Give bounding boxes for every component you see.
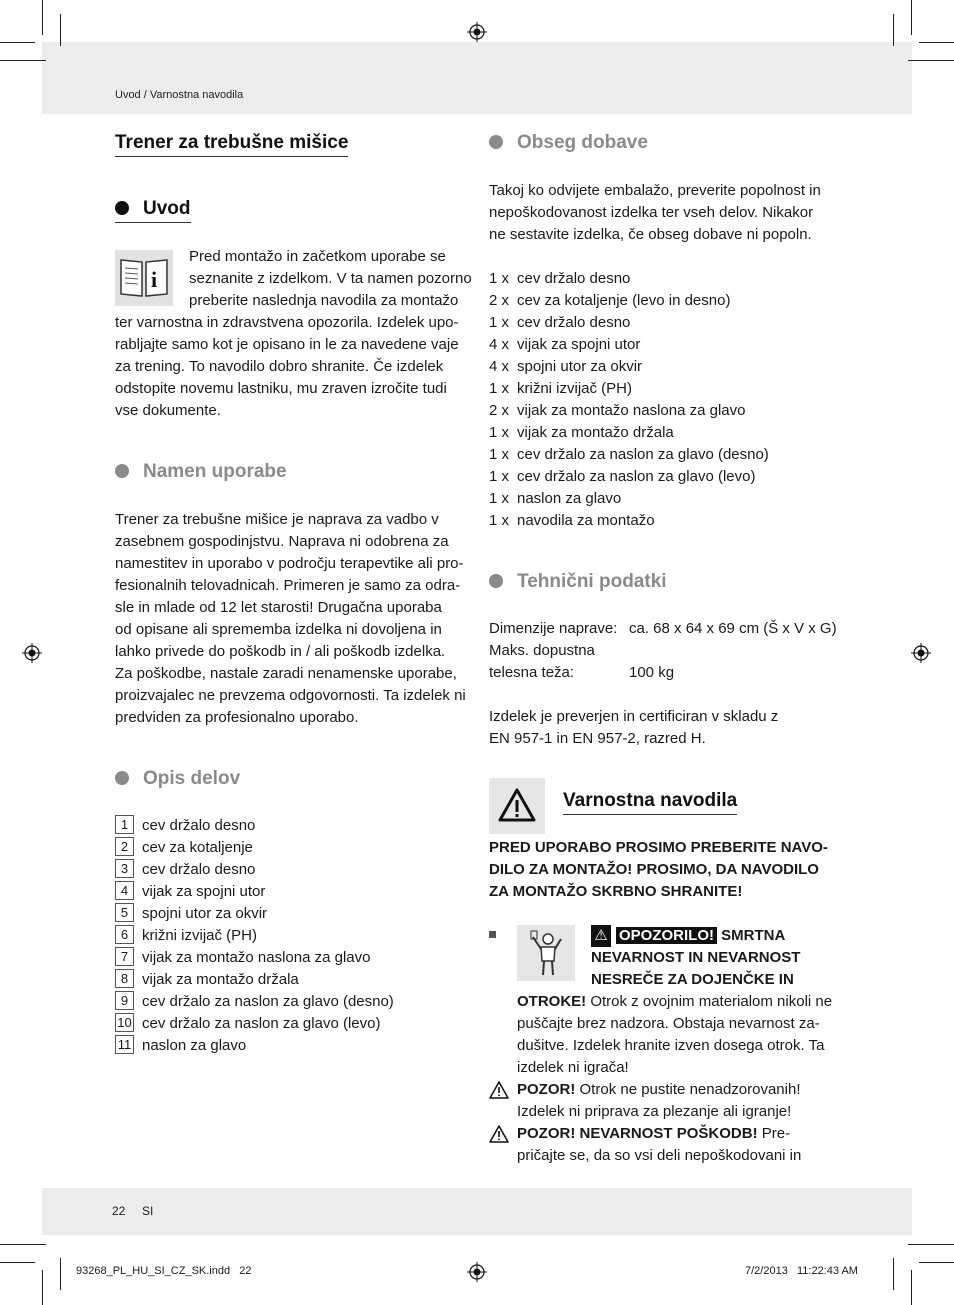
crop-mark [893, 1258, 894, 1290]
list-item: 1 x cev držalo desno [489, 314, 631, 331]
file-name: 93268_PL_HU_SI_CZ_SK.indd 22 [76, 1265, 252, 1277]
list-item: 1 cev držalo desno [115, 815, 475, 837]
crop-mark [908, 1244, 954, 1245]
list-item: 5 spojni utor za okvir [115, 903, 475, 925]
crop-mark [42, 0, 43, 35]
list-item: 1 x cev držalo za naslon za glavo (levo) [489, 468, 756, 485]
crop-mark [911, 1270, 912, 1305]
child-warning-pictogram [517, 925, 575, 981]
print-timestamp: 7/2/2013 11:22:43 AM [745, 1265, 858, 1277]
running-title: Uvod / Varnostna navodila [115, 89, 244, 101]
page-number: 22 [112, 1204, 126, 1218]
section-heading-namen: Namen uporabe [115, 461, 287, 483]
obseg-text: Takoj ko odvijete embalažo, preverite popolnost in nepoškodovanost izdelka ter vseh delov. Nikakor ne sestavite izdelka, če obseg dobave ni popoln. [489, 182, 821, 243]
safety-caps-text: PRED UPORABO PROSIMO PREBERITE NAVO- DILO ZA MONTAŽO! PROSIMO, DA NAVODILO ZA MONTAŽO SKRBNO SHRANITE! [489, 839, 828, 900]
crop-mark [911, 0, 912, 35]
caution-triangle-icon [489, 1125, 509, 1143]
list-item: 4 x vijak za spojni utor [489, 336, 641, 353]
footer-band [42, 1188, 912, 1235]
child-icon [517, 925, 575, 981]
list-item: 3 cev držalo desno [115, 859, 475, 881]
section-heading-uvod: Uvod [115, 198, 191, 220]
list-item: 1 x cev držalo desno [489, 270, 631, 287]
tech-label-dim: Dimenzije naprave: [489, 620, 618, 637]
crop-mark [60, 14, 61, 46]
list-item: 2 x cev za kotaljenje (levo in desno) [489, 292, 731, 309]
registration-mark-icon [467, 22, 487, 42]
warning-box [489, 778, 545, 834]
book-info-icon [115, 250, 173, 306]
uvod-text-indented: Pred montažo in začetkom uporabe se seznanite z izdelkom. V ta namen pozorno preberite naslednja navodila za montažo [189, 248, 472, 309]
warning-small-icon: ⚠ [591, 925, 611, 947]
list-item: 1 x naslon za glavo [489, 490, 622, 507]
header-band [42, 42, 912, 114]
list-item: 1 x vijak za montažo držala [489, 424, 674, 441]
svg-text:i: i [151, 267, 158, 292]
delivery-list [489, 268, 869, 532]
crop-mark [0, 1262, 35, 1263]
warning-body: OTROKE! Otrok z ovojnim materialom nikoli ne puščajte brez nadzora. Obstaja nevarnost za- dušitve. Izdelek hranite izven dosega otrok. Ta izdelek ni igrača! [517, 993, 833, 1076]
crop-mark [0, 1244, 46, 1245]
page-title: Trener za trebušne mišice [115, 132, 348, 154]
crop-mark [893, 14, 894, 46]
list-item: 2 x vijak za montažo naslona za glavo [489, 402, 746, 419]
list-item: 1 x cev držalo za naslon za glavo (desno) [489, 446, 769, 463]
tech-label-weight-1: Maks. dopustna [489, 642, 595, 659]
crop-mark [60, 1258, 61, 1290]
section-heading-obseg: Obseg dobave [489, 132, 648, 154]
crop-mark [908, 60, 954, 61]
crop-mark [0, 60, 46, 61]
namen-text: Trener za trebušne mišice je naprava za vadbo v zasebnem gospodinjstvu. Naprava ni odobrena za namestitev in uporabo v področju terapevtike ali pro- fesionalnih telovadnicah. Primeren je samo za odra- sle in mlade od 12 let starosti! Drugačna uporaba od opisane ali sprememba izdelka ni dovoljena in lahko privede do poškodb in / ali poškodb izdelka. Za poškodbe, nastale zaradi nenamenske uporabe, proizvajalec ne prevzema odgovornosti. Ta izdelek ni predviden za profesionalno uporabo. [115, 511, 466, 726]
section-heading-tech: Tehnični podatki [489, 571, 667, 593]
parts-list [115, 815, 475, 1057]
list-item: 8 vijak za montažo držala [115, 969, 475, 991]
crop-mark [0, 42, 35, 43]
square-bullet-icon [489, 931, 496, 938]
warning-triangle-icon [489, 778, 545, 834]
tech-value-dim: ca. 68 x 64 x 69 cm (Š x V x G) [629, 620, 837, 637]
uvod-text: ter varnostna in zdravstvena opozorila. Izdelek upo- rabljajte samo kot je opisano in le za navedene vaje za trening. To navodilo dobro shranite. Če izdelek odstopite novemu lastniku, mu zraven izročite tudi vse dokumente. [115, 314, 459, 419]
list-item: 9 cev držalo za naslon za glavo (desno) [115, 991, 475, 1013]
registration-mark-icon [22, 643, 42, 663]
list-item: 7 vijak za montažo naslona za glavo [115, 947, 475, 969]
language-code: SI [142, 1204, 154, 1218]
pozor-1: POZOR! Otrok ne pustite nenadzorovanih! Izdelek ni priprava za plezanje ali igranje! [517, 1081, 801, 1120]
crop-mark [919, 42, 954, 43]
section-heading-safety: Varnostna navodila [563, 790, 737, 812]
pozor-2: POZOR! NEVARNOST POŠKODB! Pre- pričajte se, da so vsi deli nepoškodovani in [517, 1125, 802, 1164]
list-item: 1 x navodila za montažo [489, 512, 655, 529]
cert-text: Izdelek je preverjen in certificiran v skladu z EN 957-1 in EN 957-2, razred H. [489, 708, 779, 747]
tech-value-weight: 100 kg [629, 664, 675, 681]
list-item: 1 x križni izvijač (PH) [489, 380, 633, 397]
list-item: 10 cev držalo za naslon za glavo (levo) [115, 1013, 475, 1035]
warning-heading: ⚠ OPOZORILO! SMRTNA NEVARNOST IN NEVARNOST NESREČE ZA DOJENČKE IN [591, 927, 801, 988]
registration-mark-icon [911, 643, 931, 663]
registration-mark-icon [467, 1262, 487, 1282]
tech-label-weight-2: telesna teža: [489, 664, 575, 681]
crop-mark [42, 1270, 43, 1305]
warning-tag: OPOZORILO! [616, 927, 717, 944]
crop-mark [919, 1262, 954, 1263]
list-item: 2 cev za kotaljenje [115, 837, 475, 859]
list-item: 4 vijak za spojni utor [115, 881, 475, 903]
list-item: 4 x spojni utor za okvir [489, 358, 643, 375]
list-item: 11 naslon za glavo [115, 1035, 475, 1057]
section-heading-opis: Opis delov [115, 768, 240, 790]
caution-triangle-icon [489, 1081, 509, 1099]
list-item: 6 križni izvijač (PH) [115, 925, 475, 947]
